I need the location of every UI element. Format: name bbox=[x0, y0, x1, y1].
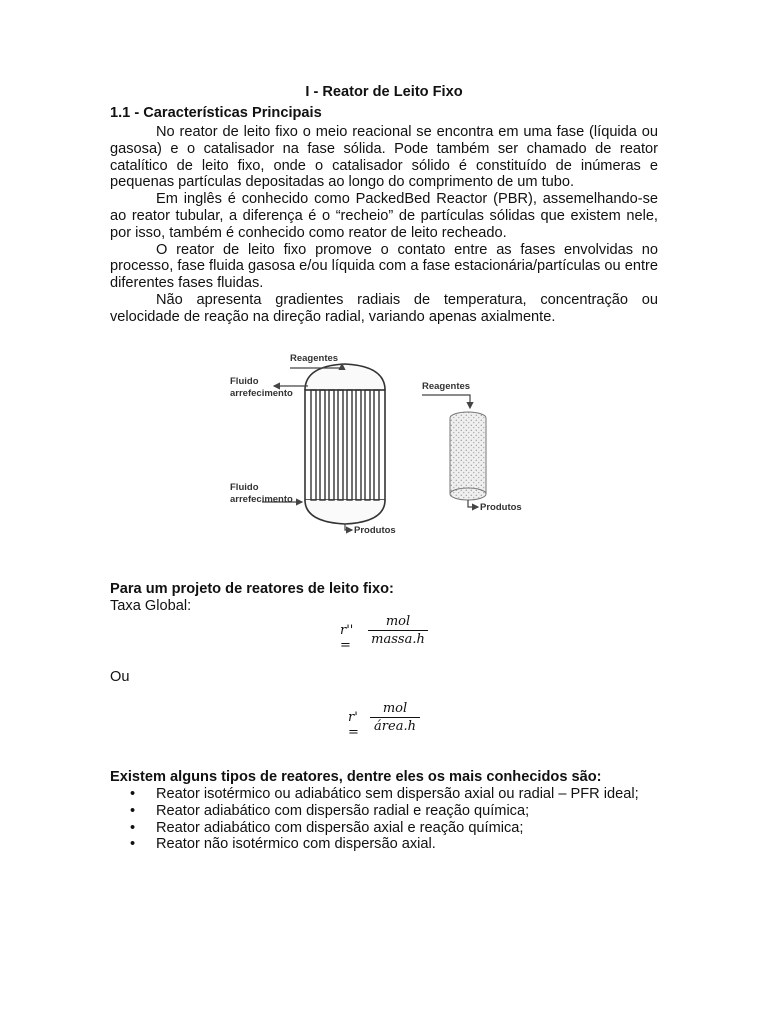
bullet-icon: • bbox=[130, 786, 136, 802]
body-paragraphs bbox=[110, 124, 658, 326]
equation-numerator: mol bbox=[368, 614, 428, 631]
equation-numerator: mol bbox=[370, 701, 420, 718]
list-item bbox=[110, 803, 658, 820]
label-produtos-right: Produtos bbox=[480, 502, 522, 513]
list-item-text: Reator isotérmico ou adiabático sem dispersão axial ou radial – PFR ideal; bbox=[156, 786, 639, 802]
paragraph: O reator de leito fixo promove o contato entre as fases envolvidas no processo, fase fluida gasosa e/ou líquida com a fase estacionária/partículas ou entre diferentes fases fluidas. bbox=[110, 241, 658, 292]
ou-label: Ou bbox=[110, 669, 130, 685]
label-fluido-bottom: Fluido bbox=[230, 482, 259, 493]
bullet-icon: • bbox=[130, 836, 136, 853]
list-item bbox=[110, 786, 658, 803]
taxa-label: Taxa Global: bbox=[110, 598, 192, 614]
list-item-text: Reator adiabático com dispersão axial e reação química; bbox=[156, 819, 524, 836]
paragraph: Em inglês é conhecido como PackedBed Reactor (PBR), assemelhando-se ao reator tubular, a diferença é o “recheio” de partículas sólidas que existem nele, por isso, também é conhecido como reator de leito recheado. bbox=[110, 191, 658, 241]
project-heading: Para um projeto de reatores de leito fixo: bbox=[110, 581, 394, 597]
reactor-figure bbox=[230, 344, 570, 534]
equation-fraction bbox=[370, 701, 420, 734]
packed-bed-column bbox=[422, 381, 522, 513]
page-title: I - Reator de Leito Fixo bbox=[305, 84, 463, 100]
list-item bbox=[110, 836, 658, 853]
reactor-diagram bbox=[230, 344, 570, 534]
equation-lhs: r' = bbox=[348, 710, 359, 740]
label-reagentes-right: Reagentes bbox=[422, 381, 471, 392]
paragraph: No reator de leito fixo o meio reacional se encontra em uma fase (líquida ou gasosa) e o catalisador na fase sólida. Pode também ser chamado de reator catalítico de leito fixo, onde o catalisador sólido é constituído de inúmeras e pequenas partículas depositadas ao longo do comprimento de um tubo. bbox=[110, 124, 658, 191]
paragraph: Não apresenta gradientes radiais de temperatura, concentração ou velocidade de reação na direção radial, variando apenas axialmente. bbox=[110, 291, 658, 325]
bullet-icon: • bbox=[130, 819, 136, 836]
label-reagentes-left: Reagentes bbox=[290, 353, 339, 364]
label-arrefecimento-top: arrefecimento bbox=[230, 388, 293, 399]
equation-denominator: massa.h bbox=[371, 632, 425, 647]
list-item-text: Reator não isotérmico com dispersão axial. bbox=[156, 836, 436, 853]
label-produtos-left: Produtos bbox=[354, 525, 396, 534]
list-item bbox=[110, 820, 658, 837]
reactor-types-list bbox=[110, 786, 658, 853]
equation-denominator: área.h bbox=[374, 719, 416, 734]
section-heading: 1.1 - Características Principais bbox=[110, 105, 322, 121]
label-fluido-top: Fluido bbox=[230, 376, 259, 387]
list-item-text: Reator adiabático com dispersão radial e reação química; bbox=[156, 802, 530, 819]
label-arrefecimento-bottom: arrefecimento bbox=[230, 494, 293, 505]
types-heading: Existem alguns tipos de reatores, dentre eles os mais conhecidos são: bbox=[110, 769, 602, 785]
bullet-icon: • bbox=[130, 802, 136, 819]
equation-fraction bbox=[368, 614, 428, 647]
equation-lhs: r'' = bbox=[340, 623, 354, 653]
multitubular-reactor bbox=[230, 353, 396, 534]
